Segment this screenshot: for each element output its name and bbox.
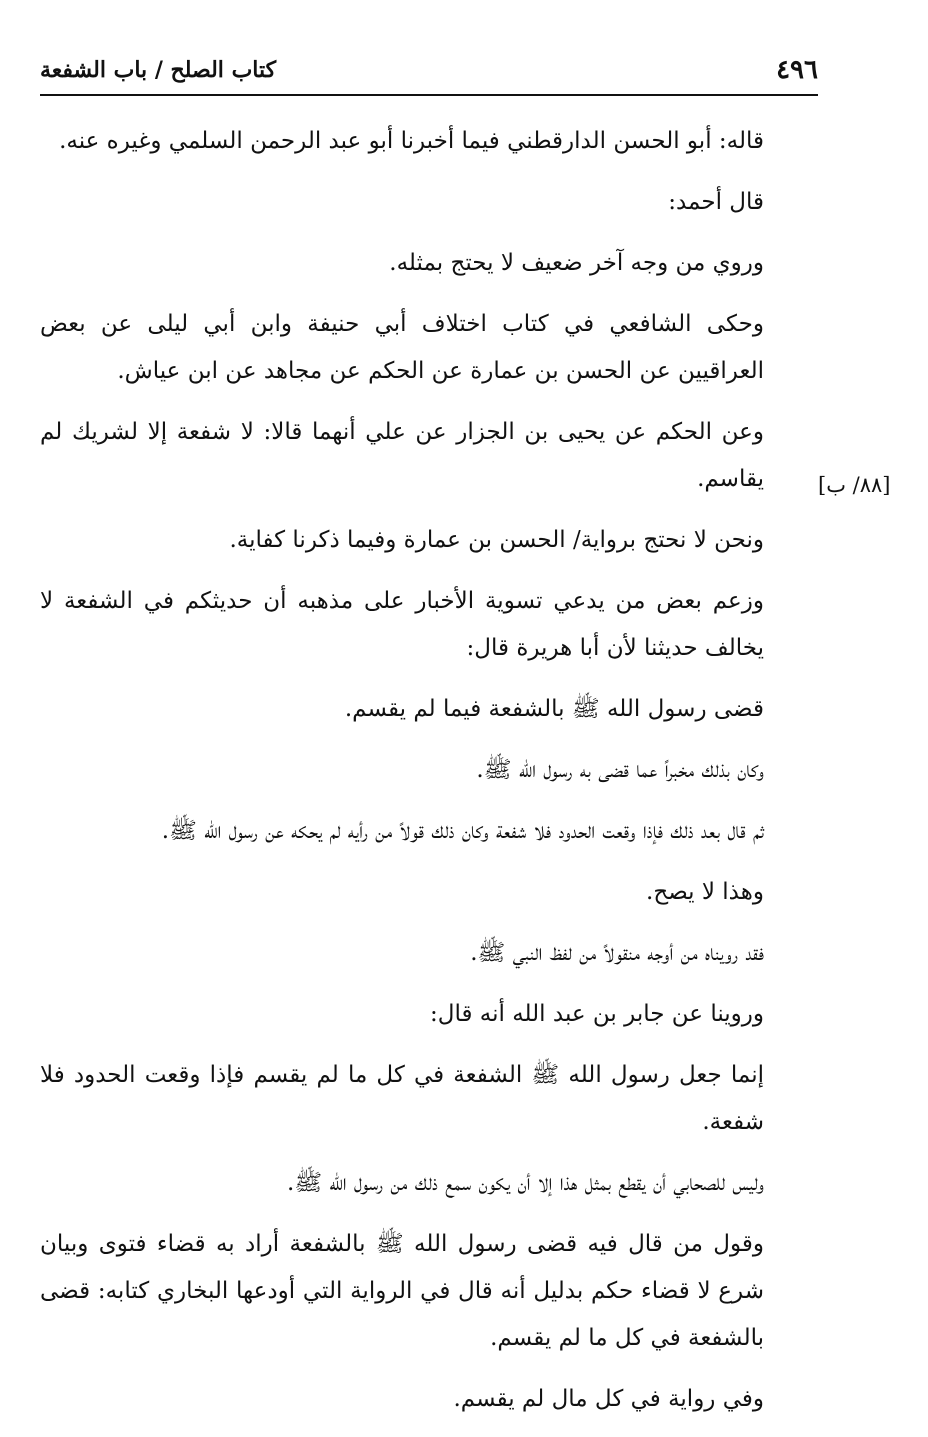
running-title: كتاب الصلح / باب الشفعة [40,57,277,83]
paragraph: وكان بذلك مخبراً عما قضى به رسول الله ﷺ. [476,757,764,783]
hadith-quote: قضى رسول الله ﷺ بالشفعة فيما لم يقسم. [344,696,764,722]
paragraph: وروينا عن جابر بن عبد الله أنه قال: [430,1001,764,1027]
hadith-quote: إنما جعل رسول الله ﷺ الشفعة في كل ما لم يقسم فإذا وقعت الحدود فلا شفعة. [40,1062,764,1135]
paragraph: ثم قال بعد ذلك فإذا وقعت الحدود فلا شفعة وكان ذلك قولاً من رأيه لم يحكه عن رسول الله ﷺ. [161,818,764,844]
paragraph: وقول من قال فيه قضى رسول الله ﷺ بالشفعة أراد به قضاء فتوى وبيان شرع لا قضاء حكم بدليل أنه قال في الرواية التي أودعها البخاري كتابه: قضى بالشفعة في كل ما لم يقسم. [40,1231,764,1351]
paragraph: ونحن لا نحتج برواية/ الحسن بن عمارة وفيما ذكرنا كفاية. [229,527,764,553]
paragraph: وزعم بعض من يدعي تسوية الأخبار على مذهبه أن حديثكم في الشفعة لا يخالف حديثنا لأن أبا هريرة قال: [40,588,764,661]
paragraph: وروي من وجه آخر ضعيف لا يحتج بمثله. [389,250,764,276]
paragraph: وهذا لا يصح. [646,879,764,905]
page-number: ٤٩٦ [776,55,818,85]
page-body [40,118,804,1437]
paragraph: قال أحمد: [668,189,764,215]
header-rule [40,94,818,96]
page-header [40,54,818,86]
paragraph: وليس للصحابي أن يقطع بمثل هذا إلا أن يكون سمع ذلك من رسول الله ﷺ. [287,1170,764,1196]
paragraph: فقد رويناه من أوجه منقولاً من لفظ النبي ﷺ. [470,940,764,966]
paragraph: وعن الحكم عن يحيى بن الجزار عن علي أنهما قالا: لا شفعة إلا لشريك لم يقاسم. [40,419,764,492]
paragraph: قاله: أبو الحسن الدارقطني فيما أخبرنا أبو عبد الرحمن السلمي وغيره عنه. [59,128,764,154]
manuscript-folio-note: [٨٨/ ب] [818,473,891,497]
paragraph: وحكى الشافعي في كتاب اختلاف أبي حنيفة وابن أبي ليلى عن بعض العراقيين عن الحسن بن عمارة عن الحكم عن مجاهد عن ابن عياش. [40,311,764,384]
paragraph: وفي رواية في كل مال لم يقسم. [453,1386,764,1412]
